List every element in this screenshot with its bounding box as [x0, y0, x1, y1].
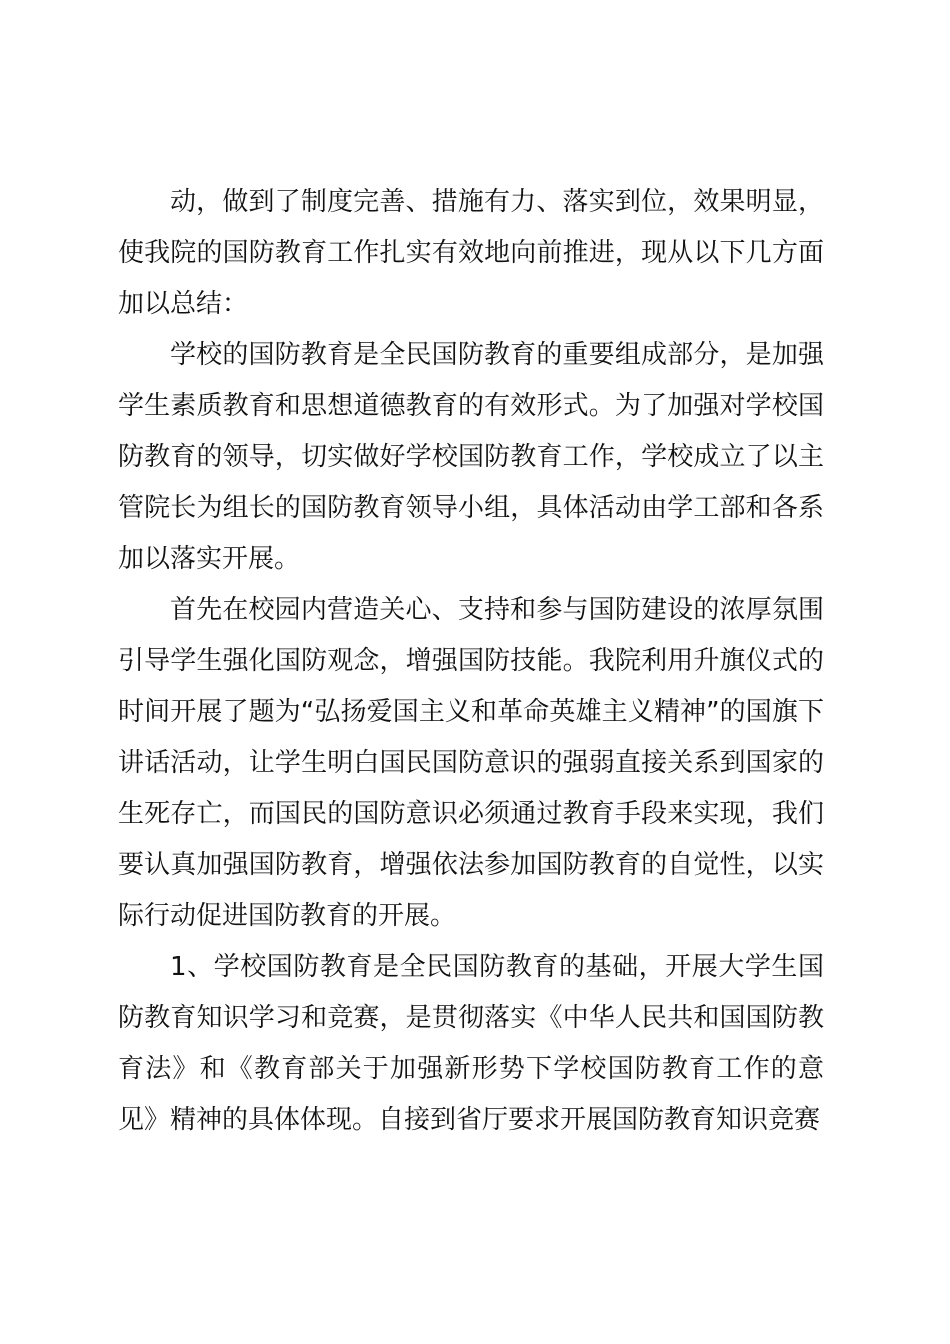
paragraph-2: 学校的国防教育是全民国防教育的重要组成部分，是加强学生素质教育和思想道德教育的有效形式。为了加强对学校国防教育的领导，切实做好学校国防教育工作，学校成立了以主管院长为组长的国防教育领导小组，具体活动由学工部和各系加以落实开展。	[118, 340, 824, 574]
document-body	[118, 177, 824, 1146]
paragraph-3: 首先在校园内营造关心、支持和参与国防建设的浓厚氛围引导学生强化国防观念，增强国防技能。我院利用升旗仪式的时间开展了题为“弘扬爱国主义和革命英雄主义精神”的国旗下讲话活动，让学生明白国民国防意识的强弱直接关系到国家的生死存亡，而国民的国防意识必须通过教育手段来实现，我们要认真加强国防教育，增强依法参加国防教育的自觉性，以实际行动促进国防教育的开展。	[118, 595, 824, 931]
paragraph-1: 动，做到了制度完善、措施有力、落实到位，效果明显，使我院的国防教育工作扎实有效地向前推进，现从以下几方面加以总结：	[118, 187, 824, 319]
paragraph-4: 1、学校国防教育是全民国防教育的基础，开展大学生国防教育知识学习和竞赛，是贯彻落实《中华人民共和国国防教育法》和《教育部关于加强新形势下学校国防教育工作的意见》精神的具体体现。自接到省厅要求开展国防教育知识竞赛	[118, 952, 824, 1135]
